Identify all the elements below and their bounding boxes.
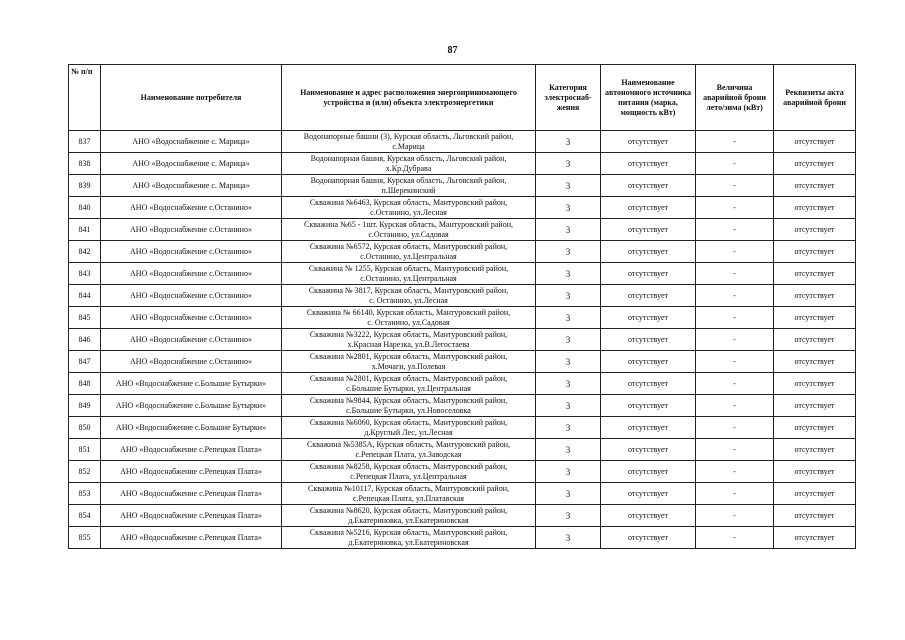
cell-act: отсутствует <box>774 373 856 395</box>
header-reserve: Величина аварийной брони лето/зима (кВт) <box>696 65 774 131</box>
cell-consumer: АНО «Водоснабжение с.Останино» <box>101 197 282 219</box>
address-line-1: Скважина № 3817, Курская область, Мантуровский район, <box>308 286 509 295</box>
cell-category: 3 <box>536 329 601 351</box>
address-line-2: п.Шерекинский <box>381 185 436 195</box>
address-line-2: х.Мочаги, ул.Полевая <box>371 361 446 371</box>
cell-address <box>282 417 536 439</box>
table-row <box>69 219 856 241</box>
cell-address <box>282 153 536 175</box>
header-category: Категория электроснаб-жения <box>536 65 601 131</box>
cell-source: отсутствует <box>601 505 696 527</box>
cell-num: 853 <box>69 483 101 505</box>
header-source: Наименование автономного источника питания (марка, мощность кВт) <box>601 65 696 131</box>
address-line-2: с. Останино, ул.Лесная <box>369 295 448 305</box>
cell-category: 3 <box>536 131 601 153</box>
cell-category: 3 <box>536 263 601 285</box>
address-line-2: с.Репецкая Плата, ул.Заводская <box>355 449 462 459</box>
cell-act: отсутствует <box>774 329 856 351</box>
cell-consumer: АНО «Водоснабжение с.Репецкая Плата» <box>101 483 282 505</box>
table-row <box>69 197 856 219</box>
cell-reserve: - <box>696 285 774 307</box>
cell-num: 841 <box>69 219 101 241</box>
cell-num: 855 <box>69 527 101 549</box>
cell-category: 3 <box>536 417 601 439</box>
cell-consumer: АНО «Водоснабжение с.Большие Бутырки» <box>101 373 282 395</box>
cell-consumer: АНО «Водоснабжение с. Марица» <box>101 175 282 197</box>
cell-source: отсутствует <box>601 373 696 395</box>
cell-act: отсутствует <box>774 351 856 373</box>
cell-reserve: - <box>696 307 774 329</box>
table-row <box>69 527 856 549</box>
cell-address <box>282 197 536 219</box>
cell-category: 3 <box>536 175 601 197</box>
table-row <box>69 175 856 197</box>
cell-source: отсутствует <box>601 131 696 153</box>
cell-consumer: АНО «Водоснабжение с.Останино» <box>101 307 282 329</box>
address-line-1: Скважина № 66140, Курская область, Мантуровский район, <box>306 308 511 317</box>
cell-address <box>282 175 536 197</box>
address-line-2: д.Екатериновка, ул.Екатериновская <box>348 515 469 525</box>
cell-address <box>282 351 536 373</box>
address-line-2: с.Останино, ул.Центральная <box>360 251 457 261</box>
cell-act: отсутствует <box>774 439 856 461</box>
cell-act: отсутствует <box>774 131 856 153</box>
cell-consumer: АНО «Водоснабжение с.Останино» <box>101 351 282 373</box>
address-line-2: с.Репецкая Плата, ул.Центральная <box>350 471 467 481</box>
address-line-1: Скважина №65 - 1шт. Курская область, Мантуровский район, <box>303 220 513 229</box>
cell-num: 842 <box>69 241 101 263</box>
cell-address <box>282 483 536 505</box>
address-line-1: Скважина №6572, Курская область, Мантуровский район, <box>309 242 508 251</box>
table-row <box>69 483 856 505</box>
cell-consumer: АНО «Водоснабжение с. Марица» <box>101 153 282 175</box>
cell-category: 3 <box>536 307 601 329</box>
cell-address <box>282 505 536 527</box>
cell-act: отсутствует <box>774 175 856 197</box>
address-line-1: Скважина №6060, Курская область, Мантуровский район, <box>309 418 508 427</box>
cell-consumer: АНО «Водоснабжение с.Останино» <box>101 263 282 285</box>
cell-num: 852 <box>69 461 101 483</box>
cell-act: отсутствует <box>774 285 856 307</box>
cell-reserve: - <box>696 131 774 153</box>
cell-address <box>282 527 536 549</box>
address-line-1: Скважина №2801, Курская область, Мантуровский район, <box>309 374 508 383</box>
address-line-1: Водонапорная башня, Курская область, Льговский район, <box>310 154 507 163</box>
table-row <box>69 329 856 351</box>
cell-source: отсутствует <box>601 439 696 461</box>
table-row <box>69 439 856 461</box>
cell-source: отсутствует <box>601 153 696 175</box>
cell-address <box>282 285 536 307</box>
consumers-table <box>68 64 856 549</box>
cell-num: 851 <box>69 439 101 461</box>
header-address: Наименование и адрес расположения энергопринимающего устройства и (или) объекта электроэнергетики <box>282 65 536 131</box>
cell-act: отсутствует <box>774 527 856 549</box>
page-number: 87 <box>447 45 458 56</box>
cell-address <box>282 241 536 263</box>
cell-source: отсутствует <box>601 461 696 483</box>
cell-consumer: АНО «Водоснабжение с.Репецкая Плата» <box>101 461 282 483</box>
cell-category: 3 <box>536 219 601 241</box>
cell-address <box>282 131 536 153</box>
table-row <box>69 153 856 175</box>
address-line-2: с.Большие Бутырки, ул.Центральная <box>346 383 471 393</box>
cell-num: 840 <box>69 197 101 219</box>
address-line-2: с.Останино, ул.Центральная <box>360 273 457 283</box>
table-row <box>69 241 856 263</box>
cell-source: отсутствует <box>601 395 696 417</box>
cell-num: 850 <box>69 417 101 439</box>
cell-source: отсутствует <box>601 263 696 285</box>
cell-consumer: АНО «Водоснабжение с.Останино» <box>101 329 282 351</box>
cell-source: отсутствует <box>601 527 696 549</box>
cell-address <box>282 439 536 461</box>
address-line-1: Скважина №3222, Курская область, Мантуровский район, <box>309 330 508 339</box>
cell-reserve: - <box>696 241 774 263</box>
address-line-1: Скважина №8620, Курская область, Мантуровский район, <box>309 506 508 515</box>
cell-reserve: - <box>696 395 774 417</box>
cell-act: отсутствует <box>774 219 856 241</box>
cell-consumer: АНО «Водоснабжение с.Репецкая Плата» <box>101 527 282 549</box>
address-line-1: Скважина №5385А, Курская область, Мантуровский район, <box>306 440 511 449</box>
cell-category: 3 <box>536 439 601 461</box>
cell-category: 3 <box>536 527 601 549</box>
header-act: Реквизиты акта аварийной брони <box>774 65 856 131</box>
cell-source: отсутствует <box>601 417 696 439</box>
cell-consumer: АНО «Водоснабжение с.Останино» <box>101 241 282 263</box>
cell-reserve: - <box>696 175 774 197</box>
cell-category: 3 <box>536 285 601 307</box>
table-row <box>69 373 856 395</box>
address-line-1: Скважина № 1255, Курская область, Мантуровский район, <box>308 264 509 273</box>
cell-reserve: - <box>696 417 774 439</box>
table-row <box>69 131 856 153</box>
cell-num: 839 <box>69 175 101 197</box>
table-row <box>69 395 856 417</box>
address-line-2: х.Красная Нарезка, ул.В.Легостаева <box>347 339 470 349</box>
cell-act: отсутствует <box>774 241 856 263</box>
cell-source: отсутствует <box>601 241 696 263</box>
cell-act: отсутствует <box>774 307 856 329</box>
cell-act: отсутствует <box>774 395 856 417</box>
cell-category: 3 <box>536 395 601 417</box>
cell-act: отсутствует <box>774 417 856 439</box>
table-row <box>69 307 856 329</box>
cell-act: отсутствует <box>774 461 856 483</box>
address-line-2: с.Останино, ул.Лесная <box>370 207 447 217</box>
cell-address <box>282 219 536 241</box>
cell-reserve: - <box>696 505 774 527</box>
cell-act: отсутствует <box>774 505 856 527</box>
cell-num: 845 <box>69 307 101 329</box>
address-line-2: с. Останино, ул.Садовая <box>367 317 450 327</box>
header-consumer: Наименование потребителя <box>101 65 282 131</box>
cell-source: отсутствует <box>601 329 696 351</box>
cell-source: отсутствует <box>601 175 696 197</box>
cell-consumer: АНО «Водоснабжение с.Большие Бутырки» <box>101 417 282 439</box>
cell-address <box>282 307 536 329</box>
cell-category: 3 <box>536 461 601 483</box>
address-line-2: с.Марица <box>392 141 425 151</box>
table-row <box>69 461 856 483</box>
table-row <box>69 417 856 439</box>
cell-reserve: - <box>696 439 774 461</box>
cell-source: отсутствует <box>601 351 696 373</box>
cell-act: отсутствует <box>774 483 856 505</box>
cell-category: 3 <box>536 351 601 373</box>
cell-source: отсутствует <box>601 285 696 307</box>
cell-source: отсутствует <box>601 483 696 505</box>
address-line-2: х.Кр.Дубрава <box>385 163 432 173</box>
cell-reserve: - <box>696 263 774 285</box>
address-line-2: с.Большие Бутырки, ул.Новоселовка <box>346 405 471 415</box>
cell-num: 843 <box>69 263 101 285</box>
cell-num: 847 <box>69 351 101 373</box>
cell-reserve: - <box>696 219 774 241</box>
cell-reserve: - <box>696 153 774 175</box>
cell-reserve: - <box>696 351 774 373</box>
address-line-1: Водонапорная башня, Курская область, Льговский район, <box>310 176 507 185</box>
cell-source: отсутствует <box>601 307 696 329</box>
address-line-1: Скважина №8258, Курская область, Мантуровский район, <box>309 462 508 471</box>
address-line-2: с.Останино, ул.Садовая <box>368 229 449 239</box>
address-line-1: Скважина №2801, Курская область, Мантуровский район, <box>309 352 508 361</box>
table-row <box>69 505 856 527</box>
cell-category: 3 <box>536 373 601 395</box>
address-line-2: д.Круглый Лес, ул.Лесная <box>364 427 453 437</box>
cell-category: 3 <box>536 505 601 527</box>
table-header-row <box>69 65 856 131</box>
table-row <box>69 263 856 285</box>
table-row <box>69 285 856 307</box>
cell-source: отсутствует <box>601 219 696 241</box>
cell-address <box>282 461 536 483</box>
cell-num: 849 <box>69 395 101 417</box>
cell-act: отсутствует <box>774 197 856 219</box>
cell-num: 837 <box>69 131 101 153</box>
cell-consumer: АНО «Водоснабжение с.Останино» <box>101 219 282 241</box>
cell-consumer: АНО «Водоснабжение с. Марица» <box>101 131 282 153</box>
address-line-1: Скважина №9844, Курская область, Мантуровский район, <box>309 396 508 405</box>
header-num: № п/п <box>69 65 101 131</box>
cell-act: отсутствует <box>774 263 856 285</box>
cell-consumer: АНО «Водоснабжение с.Репецкая Плата» <box>101 505 282 527</box>
cell-consumer: АНО «Водоснабжение с.Останино» <box>101 285 282 307</box>
address-line-1: Скважина №5216, Курская область, Мантуровский район, <box>309 528 508 537</box>
address-line-2: д.Екатериновка, ул.Екатериновская <box>348 537 469 547</box>
cell-num: 846 <box>69 329 101 351</box>
cell-reserve: - <box>696 461 774 483</box>
cell-category: 3 <box>536 483 601 505</box>
cell-reserve: - <box>696 527 774 549</box>
cell-num: 848 <box>69 373 101 395</box>
address-line-1: Скважина №6463, Курская область, Мантуровский район, <box>309 198 508 207</box>
cell-address <box>282 329 536 351</box>
cell-reserve: - <box>696 197 774 219</box>
cell-num: 838 <box>69 153 101 175</box>
cell-num: 854 <box>69 505 101 527</box>
cell-address <box>282 263 536 285</box>
cell-source: отсутствует <box>601 197 696 219</box>
cell-address <box>282 373 536 395</box>
cell-category: 3 <box>536 241 601 263</box>
cell-category: 3 <box>536 153 601 175</box>
address-line-1: Водонапорные башни (3), Курская область, Льговский район, <box>303 132 514 141</box>
table-row <box>69 351 856 373</box>
cell-consumer: АНО «Водоснабжение с.Большие Бутырки» <box>101 395 282 417</box>
cell-category: 3 <box>536 197 601 219</box>
cell-num: 844 <box>69 285 101 307</box>
cell-reserve: - <box>696 483 774 505</box>
cell-reserve: - <box>696 373 774 395</box>
cell-address <box>282 395 536 417</box>
cell-reserve: - <box>696 329 774 351</box>
address-line-1: Скважина №10117, Курская область, Мантуровский район, <box>308 484 509 493</box>
address-line-2: с.Репецкая Плата, ул.Платавская <box>353 493 464 503</box>
cell-act: отсутствует <box>774 153 856 175</box>
cell-consumer: АНО «Водоснабжение с.Репецкая Плата» <box>101 439 282 461</box>
